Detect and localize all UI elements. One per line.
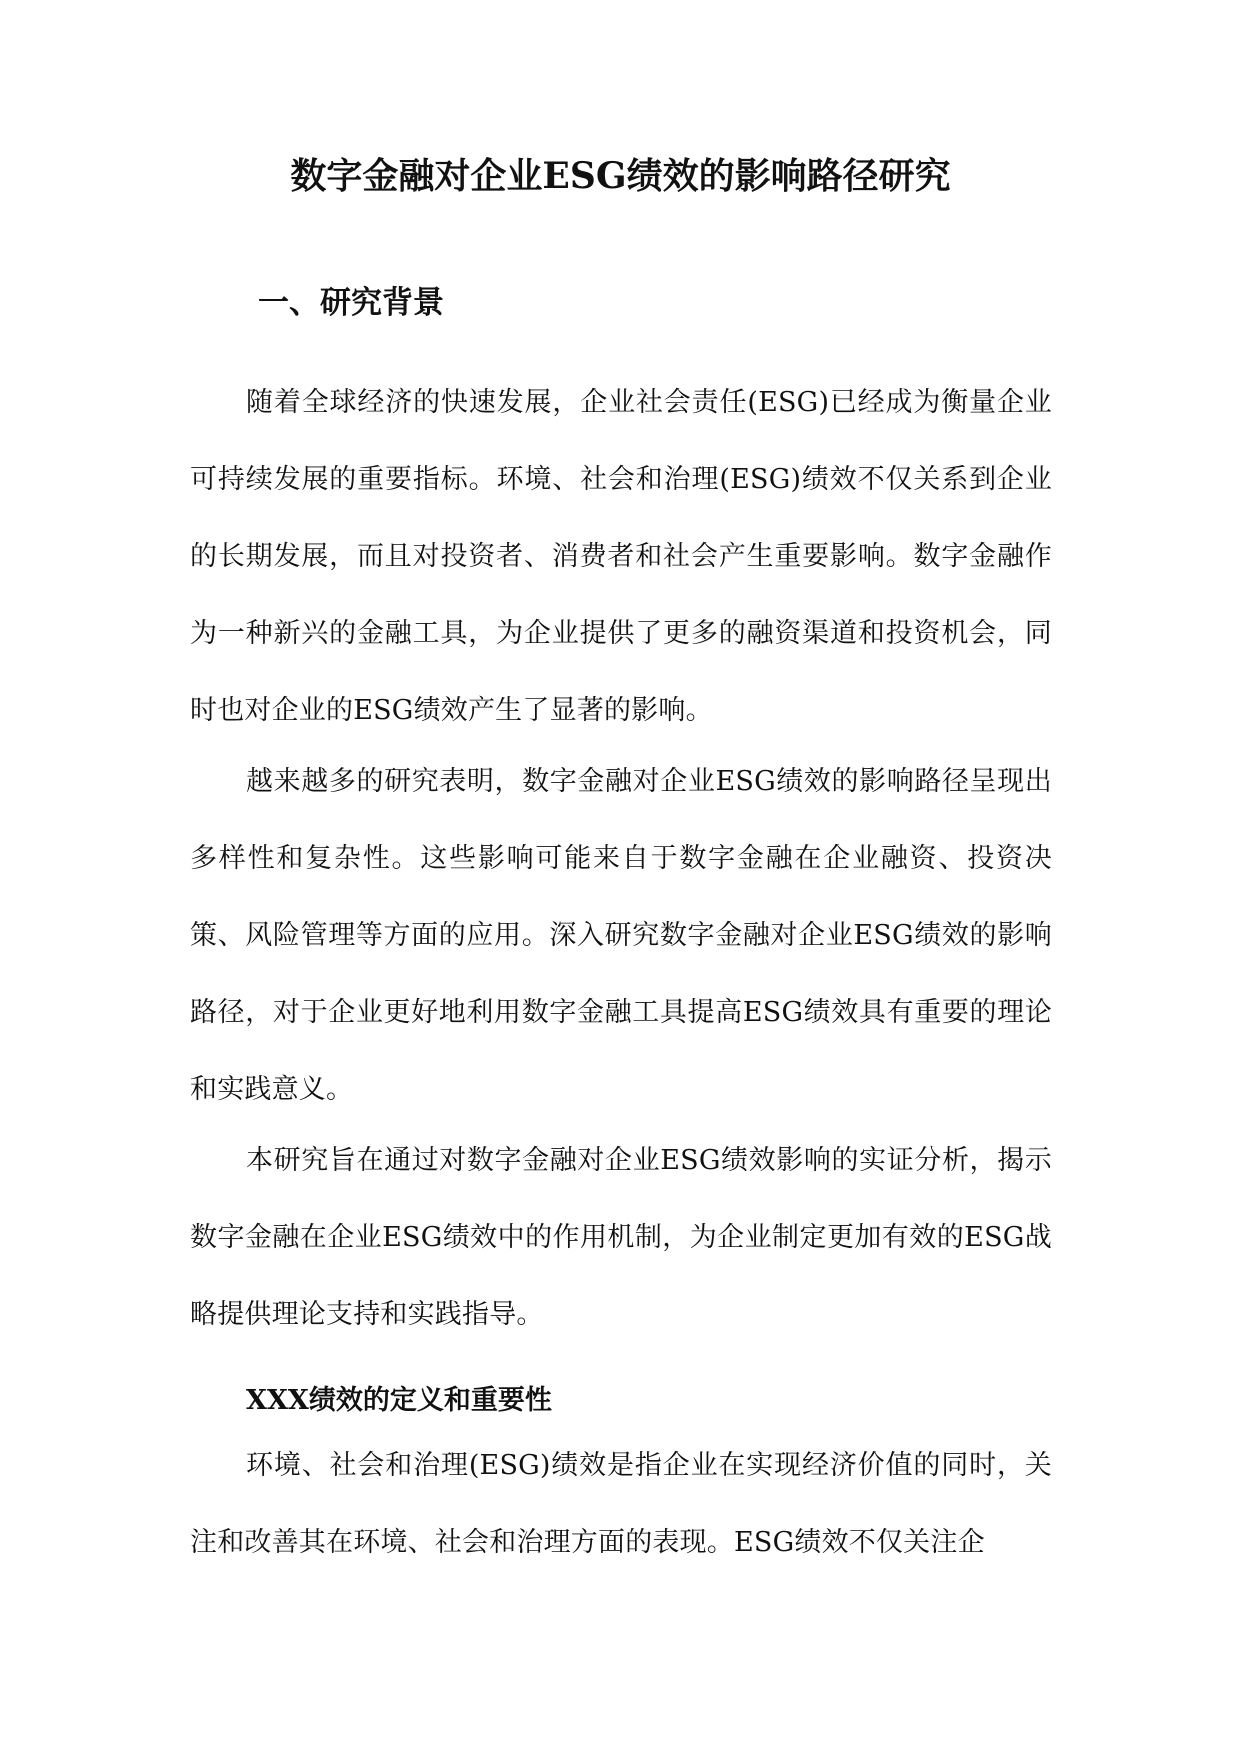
document-title: 数字金融对企业ESG绩效的影响路径研究 bbox=[290, 155, 951, 197]
section-heading-research-background: 一、研究背景 bbox=[258, 285, 444, 321]
paragraph-background-1: 随着全球经济的快速发展，企业社会责任(ESG)已经成为衡量企业可持续发展的重要指标。环境、社会和治理(ESG)绩效不仅关系到企业的长期发展，而且对投资者、消费者和社会产生重要影响。数字金融作为一种新兴的金融工具，为企业提供了更多的融资渠道和投资机会，同时也对企业的ESG绩效产生了显著的影响。 bbox=[190, 387, 1052, 726]
paragraph-background-2: 越来越多的研究表明，数字金融对企业ESG绩效的影响路径呈现出多样性和复杂性。这些影响可能来自于数字金融在企业融资、投资决策、风险管理等方面的应用。深入研究数字金融对企业ESG绩效的影响路径，对于企业更好地利用数字金融工具提高ESG绩效具有重要的理论和实践意义。 bbox=[190, 766, 1052, 1105]
paragraph-background-3: 本研究旨在通过对数字金融对企业ESG绩效影响的实证分析，揭示数字金融在企业ESG绩效中的作用机制，为企业制定更加有效的ESG战略提供理论支持和实践指导。 bbox=[190, 1145, 1052, 1330]
sub-heading-esg-definition: XXX绩效的定义和重要性 bbox=[246, 1385, 552, 1416]
paragraph-esg-definition: 环境、社会和治理(ESG)绩效是指企业在实现经济价值的同时，关注和改善其在环境、社会和治理方面的表现。ESG绩效不仅关注企 bbox=[190, 1450, 1052, 1558]
